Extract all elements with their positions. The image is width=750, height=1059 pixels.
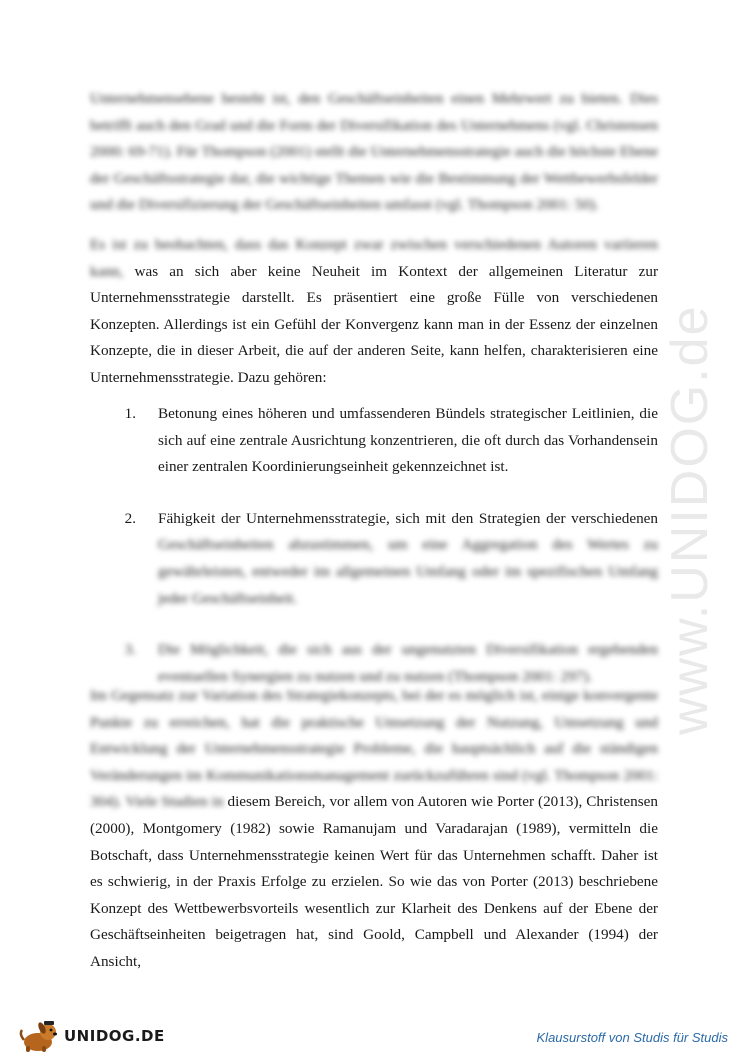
- paragraph-3-text: diesem Bereich, vor allem von Autoren wie Porter (2013), Christensen (2000), Montgomery (1982) sowie Ramanujam und Varadarajan (1989), vermitteln die Botschaft, dass Unternehmensstrategie keinen Wert für das Unternehmen schafft. Daher ist es schwierig, in der Praxis Erfolge zu erzielen. So wie das von Porter (2013) beschriebene Konzept des Wettbewerbsvorteils wesentlich zur Klarheit des Denkens auf der Ebene der Geschäftseinheiten beigetragen hat, sind Goold, Campbell und Alexander (1994) der Ansicht,: [90, 793, 659, 970]
- list-item-blurred-tail: Geschäftseinheiten abzustimmen, um eine Aggregation des Wertes zu gewährleisten, entweder im allgemeinen Umfang oder im spezifischen Umfang jeder Geschäftseinheit.: [158, 536, 658, 607]
- list-item-text: Die Möglichkeit, die sich aus der ungenutzten Diversifikation ergebenden eventuellen Synergien zu nutzen und zu nutzen (Thompson 2001: 297).: [158, 641, 658, 685]
- paragraph-2-blurred-lead: Es ist zu beobachten, dass das Konzept zwar zwischen verschiedenen Autoren variieren kann,: [90, 236, 658, 280]
- list-item-text: Fähigkeit der Unternehmensstrategie, sich mit den Strategien der verschiedenen Geschäftseinheiten abzustimmen, um eine Aggregation des Wertes zu gewährleisten, entweder im allgemeinen Umfang oder im spezifischen Umfang jeder Geschäftseinheit.: [158, 509, 658, 607]
- unidog-logo[interactable]: [18, 1018, 165, 1054]
- numbered-list: [90, 401, 658, 715]
- list-item: [90, 401, 658, 481]
- list-item-number: 1.: [124, 405, 136, 422]
- paragraph-2: [90, 232, 658, 392]
- logo-text: UNIDOG.DE: [64, 1027, 165, 1045]
- paragraph-3-blurred-lead: Im Gegensatz zur Variation des Strategiekonzepts, bei der es möglich ist, einige konvergente Punkte zu erreichen, hat die praktische Umsetzung der Nutzung, Umsetzung und Entwicklung der Unternehmensstrategie Probleme, die hauptsächlich auf die ständigen Veränderungen im Kommunikationsmanagement zurückzuführen sind (vgl. Thompson 2001: 304). Viele Studien in: [90, 687, 658, 811]
- list-item-number: 2.: [124, 509, 136, 527]
- paragraph-1: Unternehmensebene besteht ist, den Geschäftseinheiten einen Mehrwert zu bieten. Dies betrifft auch den Grad und die Form der Diversifikation des Unternehmens (vgl. Christensen 2000: 69-71). Für Thompson (2001) stellt die Unternehmensstrategie auch die höchste Ebene der Geschäftsstrategie dar, die wichtige Themen wie die Bestimmung der Wettbewerbsfelder und die Diversifizierung der Geschäftseinheiten umfasst (vgl. Thompson 2001: 50).: [90, 90, 658, 214]
- footer-tagline: Klausurstoff von Studis für Studis: [536, 1030, 728, 1045]
- list-item-text: Betonung eines höheren und umfassenderen Bündels strategischer Leitlinien, die sich auf eine zentrale Ausrichtung konzentrieren, die oft durch das Vorhandensein einer zentralen Koordinierungseinheit gekennzeichnet ist.: [158, 405, 658, 476]
- watermark: www.UNIDOG.de: [661, 304, 719, 735]
- dog-mascot-icon: [18, 1018, 62, 1054]
- paragraph-3: [90, 683, 658, 976]
- list-item: [90, 506, 658, 612]
- list-item-number: 3.: [124, 641, 136, 659]
- paragraph-2-text: was an sich aber keine Neuheit im Kontext der allgemeinen Literatur zur Unternehmensstrategie darstellt. Es präsentiert eine große Fülle von verschiedenen Konzepten. Allerdings ist ein Gefühl der Konvergenz kann man in der Essenz der einzelnen Konzepte, die in dieser Arbeit, die auf der anderen Seite, kann helfen, charakterisieren eine Unternehmensstrategie. Dazu gehören:: [90, 262, 658, 386]
